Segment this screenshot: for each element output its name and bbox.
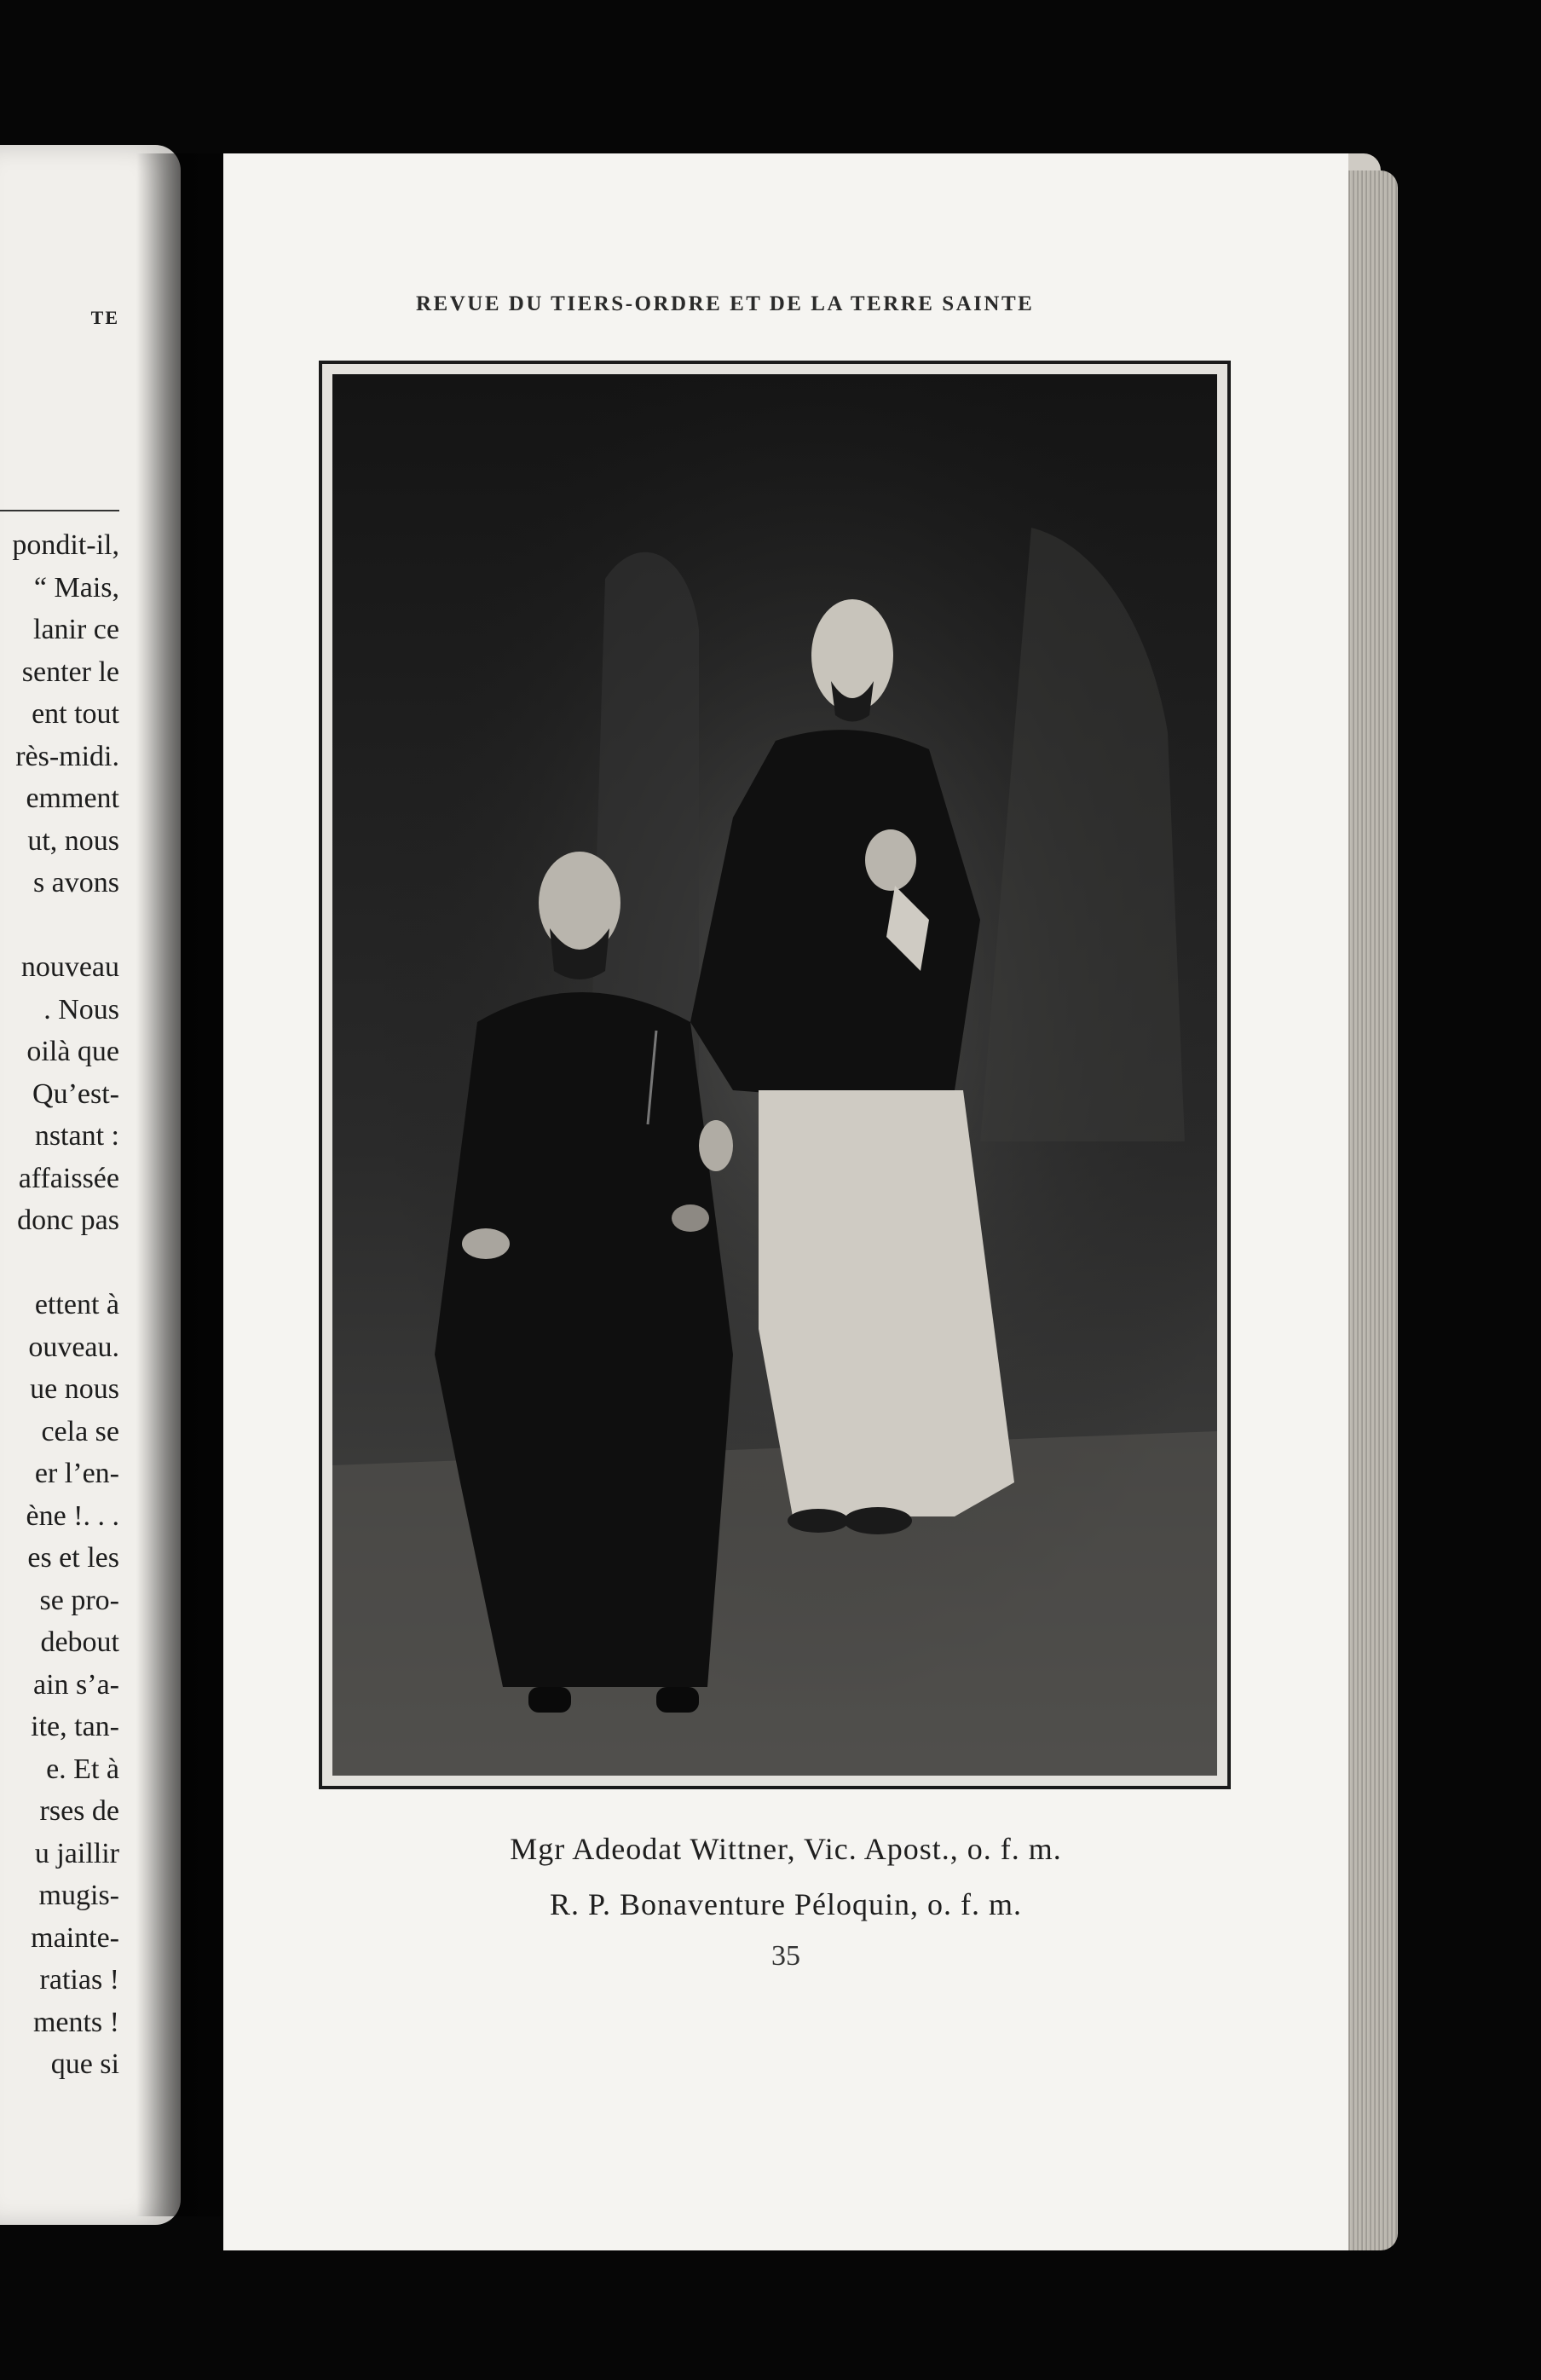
page-number: 35 — [771, 1940, 800, 1972]
left-page-line: rès-midi. — [15, 740, 119, 772]
photograph — [332, 374, 1217, 1776]
caption-line-1: Mgr Adeodat Wittner, Vic. Apost., o. f. m. — [510, 1832, 1062, 1866]
left-page-line: que si — [50, 2048, 119, 2080]
left-page-line: cela se — [41, 1415, 119, 1447]
page-edges — [1347, 170, 1398, 2250]
left-page-line: Qu’est- — [32, 1077, 119, 1110]
left-page-line: “ Mais, — [33, 571, 119, 604]
photograph-frame — [319, 361, 1231, 1789]
left-page-header: TE — [90, 307, 119, 328]
left-page-line — [0, 1242, 119, 1285]
left-page-line: e. Et à — [46, 1753, 119, 1785]
left-page-line: es et les — [27, 1542, 119, 1574]
left-page-line — [0, 904, 119, 947]
left-page-line: lanir ce — [33, 614, 119, 645]
left-page-line: nstant : — [34, 1120, 119, 1152]
left-page-line: rses de — [39, 1795, 119, 1827]
photograph-image — [332, 374, 1217, 1776]
left-page-line: s avons — [32, 867, 119, 898]
left-page-line: donc pas — [17, 1204, 119, 1236]
left-page-line: u jaillir — [34, 1837, 119, 1869]
left-page-line: ouveau. — [28, 1331, 119, 1363]
running-head: REVUE DU TIERS-ORDRE ET DE LA TERRE SAINTE — [416, 292, 1035, 315]
left-page-line: ue nous — [30, 1373, 119, 1405]
left-page-line: nouveau — [20, 951, 119, 983]
left-page-line: ments ! — [32, 2006, 119, 2038]
left-page-line: oilà que — [26, 1036, 119, 1067]
left-page-line: pondit-il, — [12, 529, 119, 561]
left-page-line: debout — [40, 1626, 119, 1658]
left-page-line: mugis- — [38, 1880, 119, 1911]
left-page-line: . Nous — [43, 993, 119, 1025]
left-page-line: ène !. . . — [26, 1499, 119, 1532]
left-page-line: emment — [26, 783, 119, 814]
left-page-line: senter le — [21, 656, 119, 688]
header-rule — [0, 510, 119, 511]
caption-line-2: R. P. Bonaventure Péloquin, o. f. m. — [550, 1887, 1022, 1921]
left-page-line: ut, nous — [27, 824, 119, 857]
left-page-line: mainte- — [31, 1921, 119, 1954]
left-page-line: er l’en- — [34, 1458, 119, 1489]
left-page-line: ratias ! — [39, 1964, 119, 1996]
left-page-line: ite, tan- — [31, 1711, 119, 1742]
left-page-text — [0, 524, 119, 2086]
left-page-line: ent tout — [32, 698, 119, 730]
left-page-line: affaissée — [18, 1162, 119, 1194]
left-page-line: se pro- — [39, 1584, 119, 1616]
left-page-line: ain s’a- — [32, 1668, 119, 1701]
left-page-line: ettent à — [34, 1289, 119, 1320]
